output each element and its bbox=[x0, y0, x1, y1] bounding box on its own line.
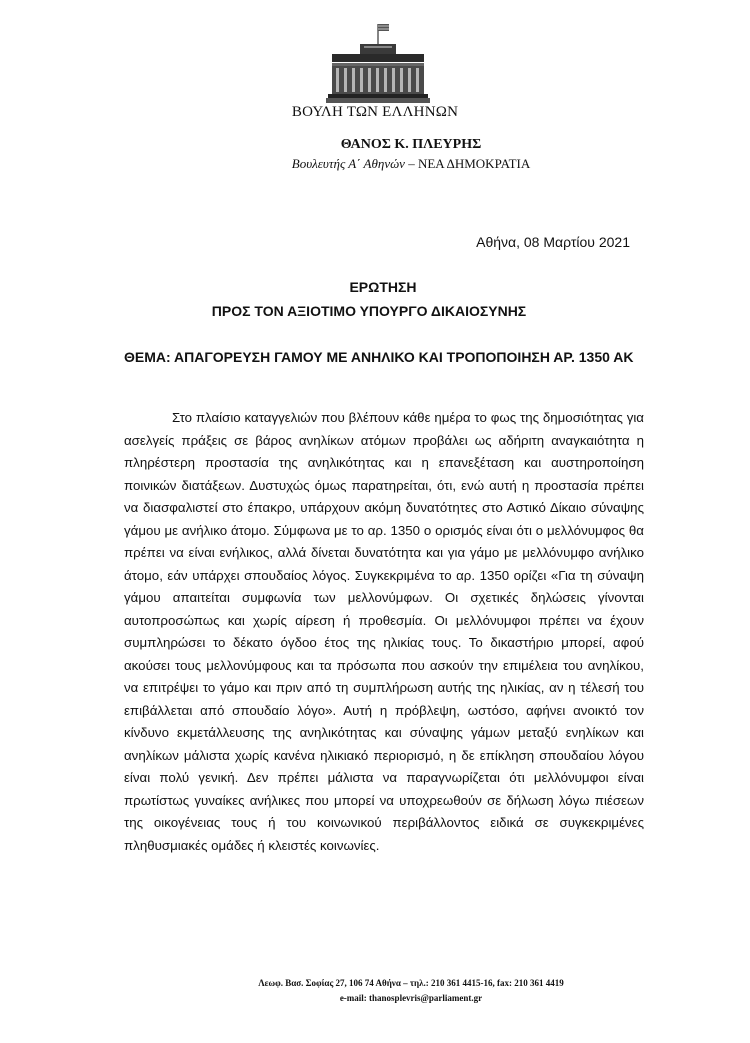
parliament-building-icon bbox=[326, 20, 430, 106]
mp-party: – ΝΕΑ ΔΗΜΟΚΡΑΤΙΑ bbox=[404, 156, 531, 171]
question-recipient: ΠΡΟΣ ΤΟΝ ΑΞΙΟΤΙΜΟ ΥΠΟΥΡΓΟ ΔΙΚΑΙΟΣΥΝΗΣ bbox=[211, 303, 527, 319]
body-paragraph: Στο πλαίσιο καταγγελιών που βλέπουν κάθε ημέρα το φως της δημοσιότητας για ασελγείς πράξεις σε βάρος ανηλίκων ατόμων προβάλει ως αδήριτη αναγκαιότητα η πληρέστερη προστασία της ανηλικότητας και η επανεξέταση και αυστηροποίηση ποινικών διατάξεων. Δυστυχώς όμως παρατηρείται, ότι, ενώ αυτή η προστασία πρέπει να διασφαλιστεί στο έπακρο, υπάρχουν ακόμη δυνατότητες στο Αστικό Δίκαιο σύναψης γάμου με ανήλικο άτομο. Σύμφωνα με το αρ. 1350 ο ορισμός είναι ότι ο μελλόνυμφος θα πρέπει να είναι ενήλικος, αλλά δίνεται δυνατότητα και για γάμο με μελλόνυμφο ανήλικο άτομο, εάν υπάρχει σπουδαίος λόγος. Συγκεκριμένα το αρ. 1350 ορίζει «Για τη σύναψη γάμου απαιτείται συμφωνία των μελλονύμφων. Οι σχετικές δηλώσεις γίνονται αυτοπροσώπως και χωρίς αίρεση ή προθεσμία. Οι μελλόνυμφοι πρέπει να έχουν συμπληρώσει το δέκατο όγδοο έτος της ηλικίας τους. Το δικαστήριο μπορεί, αφού ακούσει τους μελλονύμφους και τα πρόσωπα που ασκούν την επιμέλεια του ανηλίκου, να επιτρέψει το γάμο και πριν από τη συμπλήρωση αυτής της ηλικίας, αν η τέλεσή του επιβάλλεται από σπουδαίο λόγο». Αυτή η πρόβλεψη, ωστόσο, αφήνει ανοικτό τον κίνδυνο εκμετάλλευσης της ανηλικότητας και σύναψης γάμων μεταξύ ενηλίκων και ανηλίκων μάλιστα χωρίς κανένα ηλικιακό περιορισμό, η δε επίκληση σπουδαίου λόγου είναι πολύ γενική. Δεν πρέπει μάλιστα να παραγνωρίζεται ότι μελλόνυμφοι είναι πρωτίστως γυναίκες ανήλικες που μπορεί να υποχρεωθούν σε δήλωση λόγω πιέσεων της οικογένειας τους ή του κοινωνικού περιβάλλοντος ειδικά σε συγκεκριμένες πληθυσμιακές ομάδες ή κλειστές κοινωνίες. bbox=[124, 410, 644, 853]
mp-name: ΘΑΝΟΣ Κ. ΠΛΕΥΡΗΣ bbox=[340, 137, 482, 152]
footer-email: e-mail: thanosplevris@parliament.gr bbox=[339, 993, 483, 1003]
question-subject: ΘΕΜΑ: ΑΠΑΓΟΡΕΥΣΗ ΓΑΜΟΥ ΜΕ ΑΝΗΛΙΚΟ ΚΑΙ ΤΡΟΠΟΠΟΙΗΣΗ ΑΡ. 1350 ΑΚ bbox=[124, 349, 634, 365]
question-title: ΕΡΩΤΗΣΗ bbox=[349, 279, 417, 295]
parliament-name: ΒΟΥΛΗ ΤΩΝ ΕΛΛΗΝΩΝ bbox=[291, 104, 459, 120]
letter-date: Αθήνα, 08 Μαρτίου 2021 bbox=[476, 234, 630, 250]
mp-role-title: Βουλευτής Α΄ Αθηνών bbox=[291, 156, 405, 171]
footer-address: Λεωφ. Βασ. Σοφίας 27, 106 74 Αθήνα – τηλ.: 210 361 4415-16, fax: 210 361 4419 bbox=[258, 978, 564, 988]
mp-role bbox=[36, 156, 750, 172]
